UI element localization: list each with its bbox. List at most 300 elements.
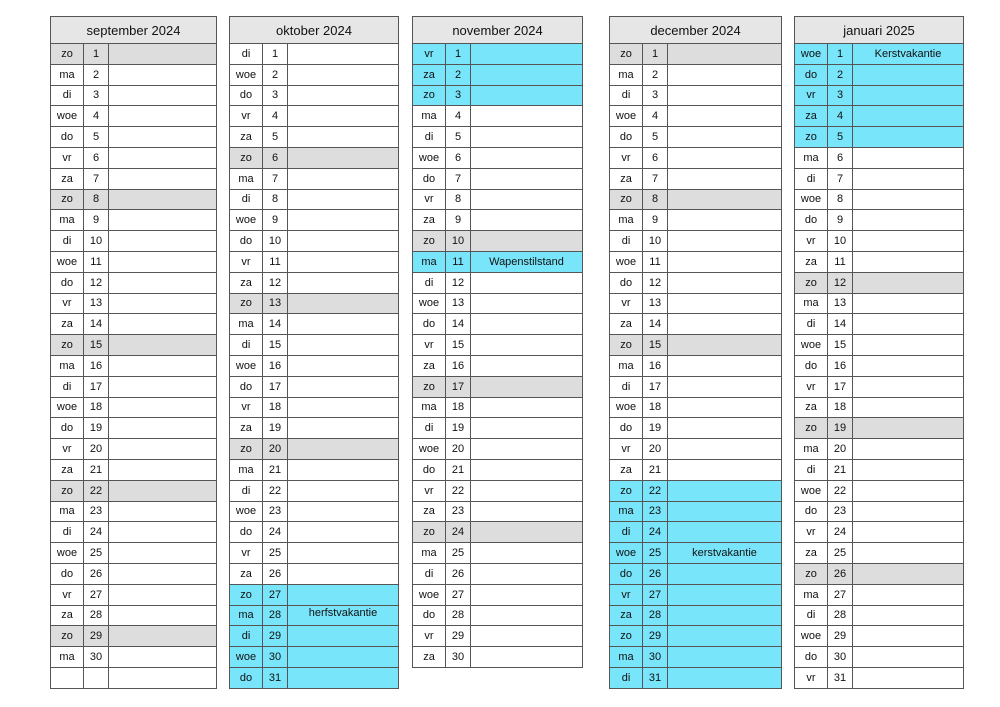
day-cell: ma	[413, 106, 446, 126]
note-cell	[853, 294, 963, 314]
day-row	[51, 252, 217, 273]
day-cell: do	[610, 418, 643, 438]
day-row	[51, 543, 217, 564]
day-cell: vr	[610, 439, 643, 459]
day-row	[413, 314, 583, 335]
day-row	[230, 273, 399, 294]
note-cell	[668, 335, 781, 355]
note-cell	[471, 335, 582, 355]
date-cell: 18	[263, 398, 288, 418]
date-cell: 18	[643, 398, 668, 418]
note-cell	[853, 169, 963, 189]
day-cell: di	[610, 86, 643, 106]
date-cell: 4	[84, 106, 109, 126]
day-row	[230, 564, 399, 585]
day-row	[610, 398, 782, 419]
day-row	[51, 44, 217, 65]
note-cell	[471, 460, 582, 480]
date-cell: 25	[446, 543, 471, 563]
day-cell: vr	[610, 294, 643, 314]
note-cell	[853, 439, 963, 459]
note-cell	[668, 294, 781, 314]
day-cell: za	[230, 418, 263, 438]
date-cell: 10	[84, 231, 109, 251]
day-row	[795, 210, 964, 231]
day-list	[795, 44, 964, 689]
day-cell: woe	[610, 106, 643, 126]
day-cell: di	[610, 668, 643, 688]
day-row	[413, 626, 583, 647]
note-cell	[471, 294, 582, 314]
note-cell	[853, 606, 963, 626]
date-cell: 6	[643, 148, 668, 168]
day-cell: woe	[795, 335, 828, 355]
day-row	[51, 626, 217, 647]
day-row	[610, 418, 782, 439]
day-row	[51, 65, 217, 86]
day-cell: woe	[51, 398, 84, 418]
note-cell	[471, 481, 582, 501]
date-cell: 16	[828, 356, 853, 376]
day-cell: di	[610, 231, 643, 251]
date-cell: 15	[84, 335, 109, 355]
day-row	[610, 252, 782, 273]
day-row	[795, 335, 964, 356]
day-row	[51, 668, 217, 689]
date-cell: 19	[446, 418, 471, 438]
day-list	[230, 44, 399, 689]
day-row	[413, 439, 583, 460]
day-row	[230, 86, 399, 107]
date-cell: 2	[84, 65, 109, 85]
date-cell: 28	[643, 606, 668, 626]
date-cell: 9	[84, 210, 109, 230]
date-cell: 7	[828, 169, 853, 189]
day-row	[610, 481, 782, 502]
date-cell: 7	[643, 169, 668, 189]
date-cell: 6	[84, 148, 109, 168]
note-cell	[668, 460, 781, 480]
date-cell: 9	[263, 210, 288, 230]
date-cell: 4	[263, 106, 288, 126]
day-row	[51, 169, 217, 190]
note-cell	[288, 231, 398, 251]
day-cell: ma	[230, 169, 263, 189]
day-cell: do	[51, 127, 84, 147]
note-cell	[109, 585, 216, 605]
day-row	[230, 502, 399, 523]
date-cell: 17	[828, 377, 853, 397]
day-cell: ma	[230, 314, 263, 334]
day-row	[51, 460, 217, 481]
day-row	[230, 190, 399, 211]
note-cell	[668, 314, 781, 334]
note-cell	[471, 106, 582, 126]
note-cell	[668, 356, 781, 376]
day-cell: di	[413, 273, 446, 293]
day-cell: za	[230, 273, 263, 293]
day-cell: vr	[230, 543, 263, 563]
date-cell: 8	[446, 190, 471, 210]
date-cell: 28	[84, 606, 109, 626]
date-cell: 21	[446, 460, 471, 480]
day-cell: woe	[413, 439, 446, 459]
date-cell: 22	[446, 481, 471, 501]
note-cell	[109, 335, 216, 355]
month-title: december 2024	[610, 16, 782, 44]
date-cell: 24	[263, 522, 288, 542]
date-cell: 29	[643, 626, 668, 646]
day-cell: zo	[610, 44, 643, 64]
day-cell: za	[610, 606, 643, 626]
day-cell: za	[230, 127, 263, 147]
day-cell: woe	[413, 148, 446, 168]
note-cell	[288, 460, 398, 480]
day-cell: ma	[610, 65, 643, 85]
note-cell	[109, 606, 216, 626]
date-cell: 30	[643, 647, 668, 667]
date-cell: 1	[828, 44, 853, 64]
note-cell	[853, 252, 963, 272]
date-cell: 19	[643, 418, 668, 438]
day-row	[795, 127, 964, 148]
note-cell	[109, 502, 216, 522]
day-row	[413, 377, 583, 398]
day-cell: ma	[51, 65, 84, 85]
date-cell: 1	[446, 44, 471, 64]
note-cell	[109, 65, 216, 85]
day-cell: ma	[51, 502, 84, 522]
day-row	[610, 314, 782, 335]
date-cell: 25	[84, 543, 109, 563]
day-cell: woe	[51, 252, 84, 272]
date-cell: 17	[643, 377, 668, 397]
day-row	[610, 439, 782, 460]
note-cell	[109, 148, 216, 168]
day-cell: woe	[795, 481, 828, 501]
day-row	[230, 210, 399, 231]
day-row	[413, 481, 583, 502]
day-row	[413, 585, 583, 606]
date-cell: 30	[84, 647, 109, 667]
day-cell: vr	[51, 439, 84, 459]
day-row	[51, 398, 217, 419]
date-cell: 2	[446, 65, 471, 85]
day-row	[610, 190, 782, 211]
day-row	[610, 65, 782, 86]
day-row	[51, 335, 217, 356]
note-cell	[668, 231, 781, 251]
day-cell: di	[51, 377, 84, 397]
date-cell: 7	[263, 169, 288, 189]
day-row	[413, 356, 583, 377]
day-row	[795, 294, 964, 315]
day-row	[795, 377, 964, 398]
day-row	[230, 106, 399, 127]
date-cell: 6	[446, 148, 471, 168]
date-cell: 3	[263, 86, 288, 106]
note-cell	[471, 377, 582, 397]
day-row	[413, 190, 583, 211]
date-cell: 5	[84, 127, 109, 147]
day-cell: di	[230, 335, 263, 355]
note-cell	[853, 377, 963, 397]
day-cell: ma	[795, 585, 828, 605]
day-row	[413, 502, 583, 523]
day-cell: woe	[795, 44, 828, 64]
day-cell: di	[610, 522, 643, 542]
day-row	[610, 127, 782, 148]
note-cell	[668, 169, 781, 189]
note-cell	[288, 647, 398, 667]
note-cell	[288, 398, 398, 418]
date-cell: 26	[263, 564, 288, 584]
date-cell: 29	[446, 626, 471, 646]
note-cell	[853, 585, 963, 605]
day-cell: woe	[230, 356, 263, 376]
note-cell	[668, 418, 781, 438]
date-cell: 11	[263, 252, 288, 272]
day-row	[610, 106, 782, 127]
note-cell: kerstvakantie	[692, 547, 757, 560]
day-cell: do	[230, 522, 263, 542]
date-cell: 13	[828, 294, 853, 314]
note-cell	[288, 86, 398, 106]
day-row	[51, 86, 217, 107]
day-row	[51, 356, 217, 377]
day-row	[413, 522, 583, 543]
date-cell: 3	[828, 86, 853, 106]
day-row	[610, 668, 782, 689]
date-cell: 1	[263, 44, 288, 64]
date-cell: 14	[643, 314, 668, 334]
note-cell	[288, 543, 398, 563]
day-cell: ma	[795, 294, 828, 314]
note-cell	[853, 210, 963, 230]
day-cell: do	[795, 647, 828, 667]
date-cell: 14	[263, 314, 288, 334]
day-cell: zo	[51, 481, 84, 501]
day-row	[795, 439, 964, 460]
day-cell: woe	[795, 190, 828, 210]
day-cell: zo	[413, 231, 446, 251]
note-cell	[471, 522, 582, 542]
day-row	[610, 626, 782, 647]
note-cell	[109, 314, 216, 334]
day-cell: vr	[413, 335, 446, 355]
date-cell: 15	[263, 335, 288, 355]
note-cell	[853, 148, 963, 168]
note-cell	[471, 44, 582, 64]
month-december	[609, 16, 782, 689]
day-cell: di	[795, 169, 828, 189]
note-cell	[288, 127, 398, 147]
day-cell: vr	[230, 252, 263, 272]
date-cell: 26	[446, 564, 471, 584]
day-row	[610, 148, 782, 169]
note-cell	[109, 273, 216, 293]
date-cell: 15	[828, 335, 853, 355]
date-cell: 17	[446, 377, 471, 397]
date-cell: 23	[263, 502, 288, 522]
day-row	[795, 502, 964, 523]
day-cell: di	[795, 460, 828, 480]
note-cell	[853, 502, 963, 522]
day-row	[51, 127, 217, 148]
day-row	[230, 543, 399, 564]
date-cell: 1	[84, 44, 109, 64]
note-cell	[109, 231, 216, 251]
date-cell: 13	[263, 294, 288, 314]
date-cell: 30	[446, 647, 471, 667]
note-cell	[288, 585, 398, 605]
date-cell: 18	[446, 398, 471, 418]
date-cell: 21	[84, 460, 109, 480]
note-cell	[471, 356, 582, 376]
date-cell: 13	[84, 294, 109, 314]
note-cell	[668, 252, 781, 272]
date-cell: 5	[643, 127, 668, 147]
day-row	[413, 86, 583, 107]
note-cell	[471, 543, 582, 563]
day-row	[51, 522, 217, 543]
day-cell: za	[795, 398, 828, 418]
day-cell: vr	[230, 398, 263, 418]
date-cell: 4	[828, 106, 853, 126]
date-cell: 6	[263, 148, 288, 168]
date-cell: 3	[84, 86, 109, 106]
day-cell: do	[610, 273, 643, 293]
date-cell: 4	[643, 106, 668, 126]
note-cell	[288, 106, 398, 126]
date-cell: 11	[643, 252, 668, 272]
date-cell: 31	[263, 668, 288, 688]
day-row	[230, 127, 399, 148]
date-cell: 11	[446, 252, 471, 272]
date-cell: 20	[446, 439, 471, 459]
day-cell: vr	[795, 86, 828, 106]
day-row	[230, 356, 399, 377]
day-row	[230, 460, 399, 481]
note-cell	[668, 106, 781, 126]
day-cell: vr	[51, 148, 84, 168]
note-cell	[288, 418, 398, 438]
note-cell: Kerstvakantie	[874, 47, 942, 60]
day-row	[795, 314, 964, 335]
note-cell	[109, 398, 216, 418]
day-cell: woe	[413, 294, 446, 314]
note-cell	[668, 668, 781, 688]
note-cell	[109, 481, 216, 501]
note-cell	[471, 231, 582, 251]
note-cell	[109, 356, 216, 376]
note-cell	[288, 481, 398, 501]
day-row	[51, 647, 217, 668]
day-cell: zo	[610, 190, 643, 210]
date-cell: 11	[84, 252, 109, 272]
day-cell: vr	[413, 626, 446, 646]
day-row	[413, 398, 583, 419]
day-row	[51, 190, 217, 211]
date-cell: 24	[84, 522, 109, 542]
date-cell: 23	[828, 502, 853, 522]
note-cell	[853, 106, 963, 126]
note-cell	[288, 148, 398, 168]
note-cell	[853, 481, 963, 501]
note-cell	[668, 86, 781, 106]
day-row	[51, 439, 217, 460]
day-cell: do	[230, 86, 263, 106]
day-row	[413, 148, 583, 169]
note-cell	[288, 377, 398, 397]
date-cell: 1	[643, 44, 668, 64]
date-cell: 3	[643, 86, 668, 106]
day-row	[230, 314, 399, 335]
date-cell: 27	[828, 585, 853, 605]
date-cell: 30	[263, 647, 288, 667]
day-cell: do	[230, 668, 263, 688]
note-cell	[853, 398, 963, 418]
note-cell	[668, 398, 781, 418]
day-cell: di	[51, 231, 84, 251]
note-cell	[471, 439, 582, 459]
day-row	[230, 169, 399, 190]
day-cell: za	[413, 65, 446, 85]
day-row	[413, 252, 583, 273]
day-row	[51, 148, 217, 169]
note-cell	[109, 418, 216, 438]
day-cell: zo	[795, 127, 828, 147]
month-oktober	[229, 16, 399, 689]
note-cell	[668, 273, 781, 293]
note-cell: herfstvakantie	[308, 606, 378, 619]
day-cell: za	[413, 502, 446, 522]
day-cell: zo	[51, 335, 84, 355]
note-cell	[471, 564, 582, 584]
day-row	[230, 377, 399, 398]
day-list	[413, 44, 583, 668]
day-row	[795, 460, 964, 481]
day-cell: zo	[51, 44, 84, 64]
day-cell: zo	[230, 585, 263, 605]
day-row	[230, 252, 399, 273]
day-row	[230, 585, 399, 606]
day-list	[51, 44, 217, 689]
day-row	[51, 564, 217, 585]
day-cell: za	[610, 169, 643, 189]
day-row	[230, 481, 399, 502]
day-row	[230, 335, 399, 356]
day-cell: ma	[610, 356, 643, 376]
day-cell: zo	[795, 564, 828, 584]
date-cell: 8	[828, 190, 853, 210]
note-cell	[109, 127, 216, 147]
day-cell: woe	[610, 252, 643, 272]
day-row	[413, 460, 583, 481]
day-cell	[51, 668, 84, 688]
day-cell: ma	[610, 502, 643, 522]
date-cell: 20	[643, 439, 668, 459]
day-row	[413, 210, 583, 231]
date-cell: 19	[828, 418, 853, 438]
day-cell: do	[51, 564, 84, 584]
day-cell: woe	[51, 543, 84, 563]
day-cell: za	[795, 543, 828, 563]
note-cell	[668, 585, 781, 605]
day-cell: zo	[610, 626, 643, 646]
day-row	[413, 564, 583, 585]
day-cell: zo	[51, 190, 84, 210]
